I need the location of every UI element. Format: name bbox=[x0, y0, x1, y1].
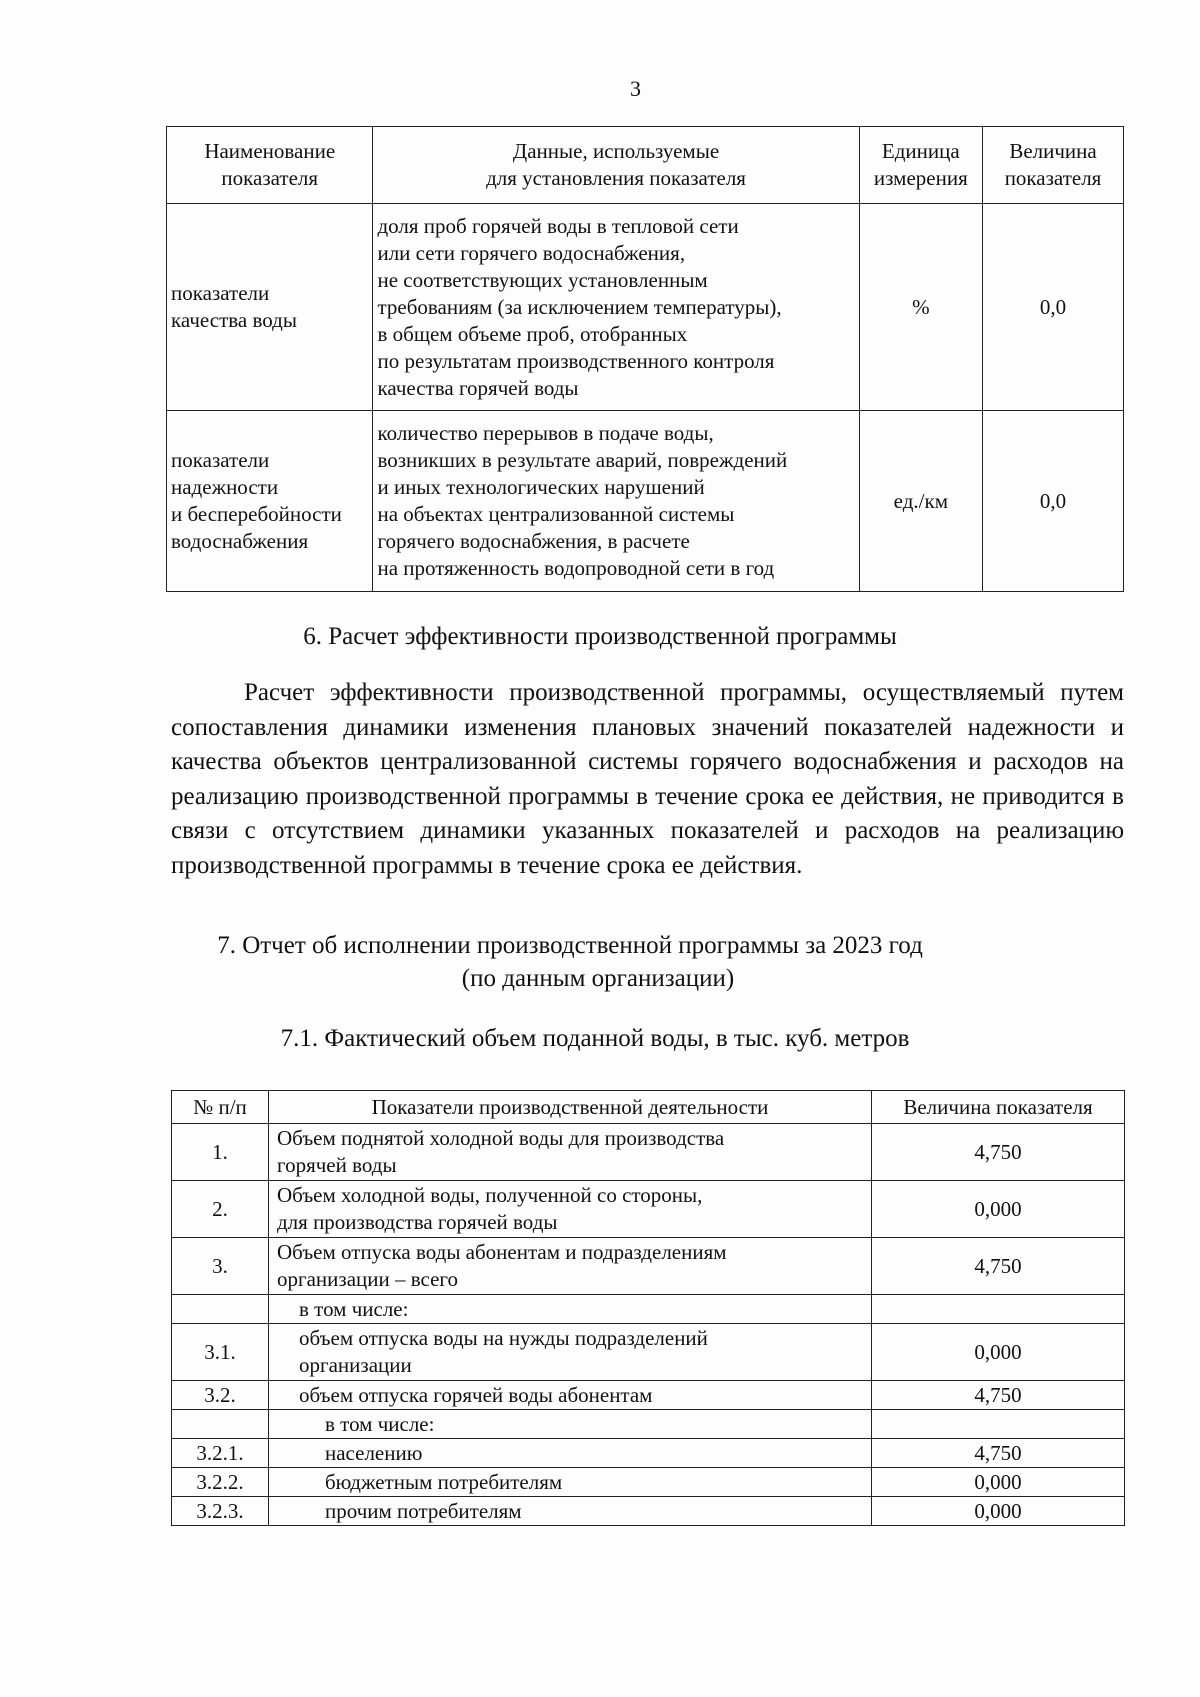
row-number bbox=[172, 1295, 269, 1324]
header-indicator-data: Данные, используемые для установления показателя bbox=[373, 127, 859, 204]
volume-header-row bbox=[172, 1091, 1125, 1124]
volume-row bbox=[172, 1238, 1125, 1295]
row-number: 3.2.2. bbox=[172, 1468, 269, 1497]
row-number: 1. bbox=[172, 1124, 269, 1181]
volume-row bbox=[172, 1410, 1125, 1439]
page-number: 3 bbox=[630, 76, 641, 101]
water-volume-table bbox=[171, 1090, 1125, 1526]
indicator-value: 0,0 bbox=[983, 411, 1124, 592]
header-indicators: Показатели производственной деятельности bbox=[269, 1091, 872, 1124]
row-label: объем отпуска воды на нужды подразделений организации bbox=[269, 1324, 872, 1381]
row-value: 0,000 bbox=[872, 1324, 1125, 1381]
volume-row bbox=[172, 1497, 1125, 1526]
row-label: Объем холодной воды, полученной со стороны, для производства горячей воды bbox=[269, 1181, 872, 1238]
header-value: Величина показателя bbox=[872, 1091, 1125, 1124]
row-value: 4,750 bbox=[872, 1124, 1125, 1181]
row-number: 3.2.1. bbox=[172, 1439, 269, 1468]
row-label: в том числе: bbox=[269, 1410, 872, 1439]
indicator-value: 0,0 bbox=[983, 204, 1124, 411]
indicator-row-quality bbox=[167, 204, 1124, 411]
volume-row bbox=[172, 1439, 1125, 1468]
section6-paragraph bbox=[171, 676, 1124, 883]
volume-row bbox=[172, 1181, 1125, 1238]
subsection-7-1-title: 7.1. Фактический объем поданной воды, в тыс. куб. метров bbox=[280, 1025, 910, 1052]
row-number: 3.2. bbox=[172, 1381, 269, 1410]
row-value bbox=[872, 1295, 1125, 1324]
row-value bbox=[872, 1410, 1125, 1439]
header-indicator-name: Наименование показателя bbox=[167, 127, 373, 204]
section7-heading-sub: (по данным организации) bbox=[461, 965, 735, 992]
volume-row bbox=[172, 1295, 1125, 1324]
row-value: 4,750 bbox=[872, 1238, 1125, 1295]
row-value: 0,000 bbox=[872, 1181, 1125, 1238]
row-number bbox=[172, 1410, 269, 1439]
row-value: 0,000 bbox=[872, 1497, 1125, 1526]
row-value: 4,750 bbox=[872, 1381, 1125, 1410]
row-value: 4,750 bbox=[872, 1439, 1125, 1468]
header-number: № п/п bbox=[172, 1091, 269, 1124]
volume-row bbox=[172, 1381, 1125, 1410]
row-number: 2. bbox=[172, 1181, 269, 1238]
row-number: 3.1. bbox=[172, 1324, 269, 1381]
indicator-unit: % bbox=[859, 204, 982, 411]
row-value: 0,000 bbox=[872, 1468, 1125, 1497]
header-unit: Единица измерения bbox=[859, 127, 982, 204]
row-label: Объем поднятой холодной воды для производства горячей воды bbox=[269, 1124, 872, 1181]
indicators-header-row bbox=[167, 127, 1124, 204]
volume-row bbox=[172, 1124, 1125, 1181]
row-label: бюджетным потребителям bbox=[269, 1468, 872, 1497]
indicator-row-reliability bbox=[167, 411, 1124, 592]
row-label: прочим потребителям bbox=[269, 1497, 872, 1526]
paragraph-text: Расчет эффективности производственной программы, осуществляемый путем сопоставления динамики изменения плановых значений показателей надежности и качества объектов централизованной системы горячего водоснабжения и расходов на реализацию производственной программы в течение срока ее действия, не приводится в связи с отсутствием динамики указанных показателей и расходов на реализацию производственной программы в течение срока ее действия. bbox=[171, 679, 1124, 879]
indicator-name: показатели надежности и бесперебойности водоснабжения bbox=[167, 411, 373, 592]
indicator-name: показатели качества воды bbox=[167, 204, 373, 411]
volume-row bbox=[172, 1324, 1125, 1381]
section6-heading: 6. Расчет эффективности производственной программы bbox=[303, 623, 897, 650]
row-label: населению bbox=[269, 1439, 872, 1468]
header-value: Величина показателя bbox=[983, 127, 1124, 204]
indicator-unit: ед./км bbox=[859, 411, 982, 592]
indicators-table bbox=[166, 126, 1124, 592]
row-label: Объем отпуска воды абонентам и подразделениям организации – всего bbox=[269, 1238, 872, 1295]
indicator-data: количество перерывов в подаче воды, возникших в результате аварий, повреждений и иных технологических нарушений на объектах централизованной системы горячего водоснабжения, в расчете на протяженность водопроводной сети в год bbox=[373, 411, 859, 592]
row-label: объем отпуска горячей воды абонентам bbox=[269, 1381, 872, 1410]
row-label: в том числе: bbox=[269, 1295, 872, 1324]
volume-row bbox=[172, 1468, 1125, 1497]
indicator-data: доля проб горячей воды в тепловой сети или сети горячего водоснабжения, не соответствующих установленным требованиям (за исключением температуры), в общем объеме проб, отобранных по результатам производственного контроля качества горячей воды bbox=[373, 204, 859, 411]
row-number: 3. bbox=[172, 1238, 269, 1295]
row-number: 3.2.3. bbox=[172, 1497, 269, 1526]
section7-heading: 7. Отчет об исполнении производственной программы за 2023 год bbox=[217, 932, 923, 959]
